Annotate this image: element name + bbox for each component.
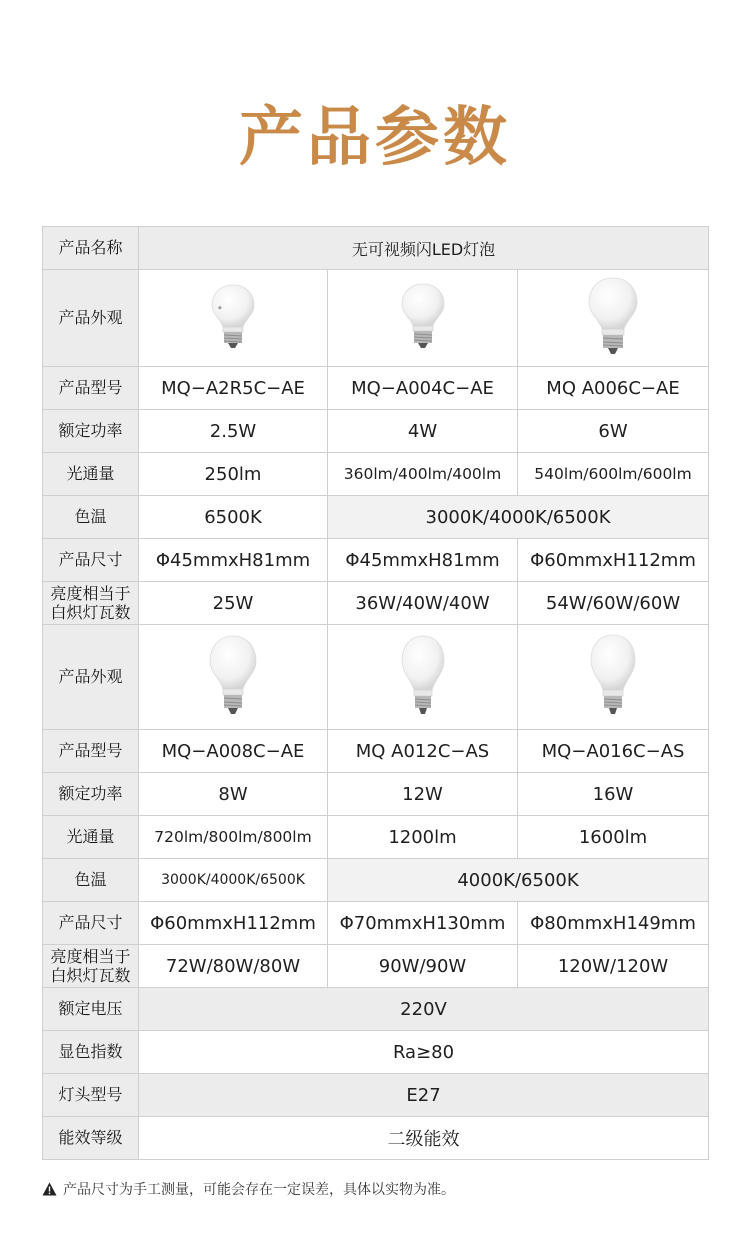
power-value: 4W [328, 410, 518, 453]
power-value: 16W [518, 773, 709, 816]
cri-value: Ra≥80 [139, 1031, 709, 1074]
label-base: 灯头型号 [43, 1074, 139, 1117]
bulb-cell [328, 625, 518, 730]
equiv-value: 72W/80W/80W [139, 945, 328, 988]
label-appearance: 产品外观 [43, 270, 139, 367]
bulb-cell [518, 625, 709, 730]
footnote-text: 产品尺寸为手工测量，可能会存在一定误差，具体以实物为准。 [63, 1182, 455, 1198]
power-value: 8W [139, 773, 328, 816]
row-cct-1 [43, 496, 709, 539]
row-flux-2 [43, 816, 709, 859]
cct-value: 3000K/4000K/6500K [139, 859, 328, 902]
label-voltage: 额定电压 [43, 988, 139, 1031]
bulb-cell [328, 270, 518, 367]
row-base [43, 1074, 709, 1117]
model-value: MQ−A016C−AS [518, 730, 709, 773]
flux-value: 720lm/800lm/800lm [139, 816, 328, 859]
led-bulb-icon [398, 280, 448, 352]
row-voltage [43, 988, 709, 1031]
label-model: 产品型号 [43, 367, 139, 410]
label-power: 额定功率 [43, 773, 139, 816]
warning-icon [42, 1182, 57, 1196]
flux-value: 540lm/600lm/600lm [518, 453, 709, 496]
model-value: MQ A012C−AS [328, 730, 518, 773]
flux-value: 1600lm [518, 816, 709, 859]
model-value: MQ−A2R5C−AE [139, 367, 328, 410]
label-equiv: 亮度相当于白炽灯瓦数 [43, 582, 139, 625]
label-model: 产品型号 [43, 730, 139, 773]
label-size: 产品尺寸 [43, 902, 139, 945]
size-value: Φ60mmxH112mm [518, 539, 709, 582]
flux-value: 360lm/400lm/400lm [328, 453, 518, 496]
equiv-value: 54W/60W/60W [518, 582, 709, 625]
power-value: 2.5W [139, 410, 328, 453]
label-appearance: 产品外观 [43, 625, 139, 730]
bulb-cell [139, 270, 328, 367]
row-cri [43, 1031, 709, 1074]
flux-value: 250lm [139, 453, 328, 496]
voltage-value: 220V [139, 988, 709, 1031]
equiv-value: 90W/90W [328, 945, 518, 988]
row-product-name [43, 227, 709, 270]
row-equiv-1 [43, 582, 709, 625]
row-power-2 [43, 773, 709, 816]
size-value: Φ45mmxH81mm [139, 539, 328, 582]
size-value: Φ60mmxH112mm [139, 902, 328, 945]
size-value: Φ45mmxH81mm [328, 539, 518, 582]
label-product-name: 产品名称 [43, 227, 139, 270]
bulb-cell [139, 625, 328, 730]
row-cct-2 [43, 859, 709, 902]
svg-text:◆: ◆ [218, 305, 222, 311]
power-value: 6W [518, 410, 709, 453]
model-value: MQ A006C−AE [518, 367, 709, 410]
size-value: Φ70mmxH130mm [328, 902, 518, 945]
bulb-cell [518, 270, 709, 367]
row-flux-1 [43, 453, 709, 496]
row-equiv-2 [43, 945, 709, 988]
row-model-1 [43, 367, 709, 410]
cct-value: 4000K/6500K [328, 859, 709, 902]
power-value: 12W [328, 773, 518, 816]
label-cct: 色温 [43, 859, 139, 902]
flux-value: 1200lm [328, 816, 518, 859]
row-appearance-1 [43, 270, 709, 367]
size-value: Φ80mmxH149mm [518, 902, 709, 945]
row-efficiency [43, 1117, 709, 1160]
value-product-name: 无可视频闪LED灯泡 [139, 227, 709, 270]
led-bulb-icon [208, 281, 258, 351]
led-bulb-icon [399, 633, 447, 717]
label-power: 额定功率 [43, 410, 139, 453]
row-size-1 [43, 539, 709, 582]
page-title: 产品参数 [239, 101, 511, 175]
equiv-value: 120W/120W [518, 945, 709, 988]
label-flux: 光通量 [43, 453, 139, 496]
row-model-2 [43, 730, 709, 773]
label-efficiency: 能效等级 [43, 1117, 139, 1160]
cct-value: 6500K [139, 496, 328, 539]
efficiency-value: 二级能效 [139, 1117, 709, 1160]
cct-value: 3000K/4000K/6500K [328, 496, 709, 539]
model-value: MQ−A008C−AE [139, 730, 328, 773]
led-bulb-icon [588, 632, 638, 718]
label-cct: 色温 [43, 496, 139, 539]
label-flux: 光通量 [43, 816, 139, 859]
label-cri: 显色指数 [43, 1031, 139, 1074]
row-size-2 [43, 902, 709, 945]
row-appearance-2 [43, 625, 709, 730]
led-bulb-icon [585, 275, 641, 357]
footnote [42, 1180, 455, 1200]
led-bulb-icon [207, 633, 259, 717]
equiv-value: 36W/40W/40W [328, 582, 518, 625]
base-value: E27 [139, 1074, 709, 1117]
row-power-1 [43, 410, 709, 453]
label-size: 产品尺寸 [43, 539, 139, 582]
equiv-value: 25W [139, 582, 328, 625]
label-equiv: 亮度相当于白炽灯瓦数 [43, 945, 139, 988]
spec-table [42, 226, 709, 1160]
model-value: MQ−A004C−AE [328, 367, 518, 410]
